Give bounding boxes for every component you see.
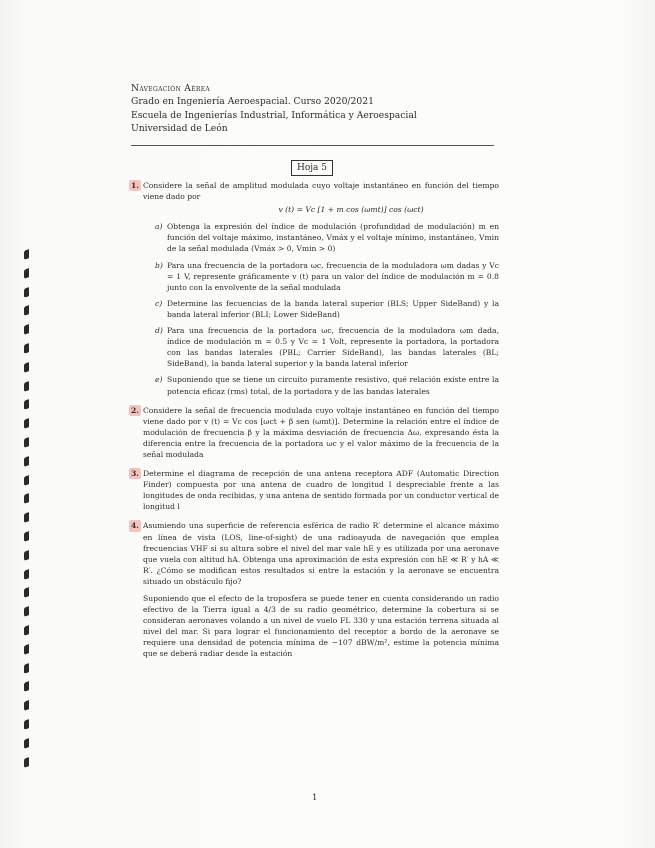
header-divider	[131, 145, 494, 146]
problem-text: Asumiendo una superficie de referencia esférica de radio R′ determine el alcance máximo en línea de vista (LOS, line-of-sight) de una radioayuda de navegación que emplea frecuencias VHF si su altura sobre el nivel del mar vale hE y es utilizada por una aeronave que vuela con altitud hA. Obtenga una aproximación de esta expresión con hE ≪ R′ y hA ≪ R′. ¿Cómo se modifican estos resultados si entre la estación y la aeronave se encuentra situado un obstáculo fijo?	[143, 521, 499, 586]
problem-text: Considere la señal de amplitud modulada cuyo voltaje instantáneo en función del tiempo viene dado por	[143, 181, 499, 202]
problem-number: 1.	[131, 181, 139, 190]
document-header	[131, 82, 417, 136]
subitem	[155, 221, 499, 254]
subitem-label: a)	[155, 222, 163, 232]
subitem-text: Determine las fecuencias de la banda lateral superior (BLS; Upper SideBand) y la banda lateral inferior (BLI; Lower SideBand)	[167, 298, 499, 319]
subitem-text: Para una frecuencia de la portadora ωc, frecuencia de la moduladora ωm dada, índice de modulación m = 0.5 y Vc = 1 Volt, represente la portadora, la portadora con las bandas laterales (PBL; Carrier SideBand), las bandas laterales (BL; SideBand), la banda lateral superior y la banda lateral inferior	[167, 326, 499, 369]
subitem-label: c)	[155, 298, 163, 308]
problem-1	[129, 180, 499, 397]
subitem-text: Suponiendo que se tiene un circuito puramente resistivo, qué relación existe entre la potencia eficaz (rms) total, de la portadora y de las bandas laterales	[167, 375, 499, 396]
problem-number: 3.	[131, 469, 139, 479]
subitem-text: Para una frecuencia de la portadora ωc, frecuencia de la moduladora ωm dadas y Vc = 1 V, represente gráficamente v (t) para un valor del índice de modulación m = 0.8 junto con la envolvente de la señal modulada	[167, 260, 499, 292]
subitem-label: d)	[155, 326, 163, 336]
university-line: Universidad de León	[131, 123, 228, 135]
subitem	[155, 298, 499, 320]
sheet-label: Hoja 5	[291, 160, 333, 176]
problem-2	[129, 405, 499, 460]
problem-4	[129, 520, 499, 659]
problem-text-continued: Suponiendo que el efecto de la troposfera se puede tener en cuenta considerando un radio efectivo de la Tierra igual a 4/3 de su radio geométrico, determine la cobertura si se consideran aeronaves volando a un nivel de vuelo FL 330 y una estación terrena situada al nivel del mar. Si para lograr el funcionamiento del receptor a bordo de la aeronave se requiere una densidad de potencia mínima de −107 dBW/m², estime la potencia mínima que se deberá radiar desde la estación	[143, 594, 499, 659]
problem-text: Considere la señal de frecuencia modulada cuyo voltaje instantáneo en función del tiempo viene dado por v (t) = Vc cos [ωct + β sen (ωmt)]. Determine la relación entre el índice de modulación de frecuencia β y la máxima desviación de frecuencia Δω, expresando ésta la diferencia entre la frecuencia de la portadora ωc y el valor máximo de la frecuencia de la señal modulada	[143, 405, 499, 459]
subitem	[155, 260, 499, 293]
page-number: 1	[312, 793, 318, 803]
subitem-label: b)	[155, 260, 163, 270]
problem-number: 2.	[131, 405, 139, 415]
problem-number: 4.	[131, 521, 139, 531]
subitem-label: e)	[155, 375, 163, 385]
problem-text: Determine el diagrama de recepción de una antena receptora ADF (Automatic Direction Finder) compuesta por una antena de cuadro de longitud l despreciable frente a las longitudes de onda recibidas, y una antena de sentido formada por un conductor vertical de longitud l	[143, 469, 499, 512]
subitem-text: Obtenga la expresión del índice de modulación (profundidad de modulación) m en función del voltaje máximo, instantáneo, Vmáx y el voltaje mínimo, instantáneo, Vmin de la señal modulada (Vmáx > 0, Vmin > 0)	[167, 222, 499, 254]
binder-holes	[24, 250, 36, 810]
problem-3	[129, 468, 499, 512]
subitem	[155, 374, 499, 396]
course-title: Navegación Aérea	[131, 83, 211, 94]
school-line: Escuela de Ingenierías Industrial, Informática y Aeroespacial	[131, 109, 417, 121]
degree-line: Grado en Ingeniería Aeroespacial. Curso 2020/2021	[131, 96, 374, 108]
subitem-list	[155, 221, 499, 396]
problem-list	[129, 180, 499, 668]
formula: v (t) = Vc [1 + m cos (ωmt)] cos (ωct)	[278, 205, 424, 215]
subitem	[155, 325, 499, 369]
